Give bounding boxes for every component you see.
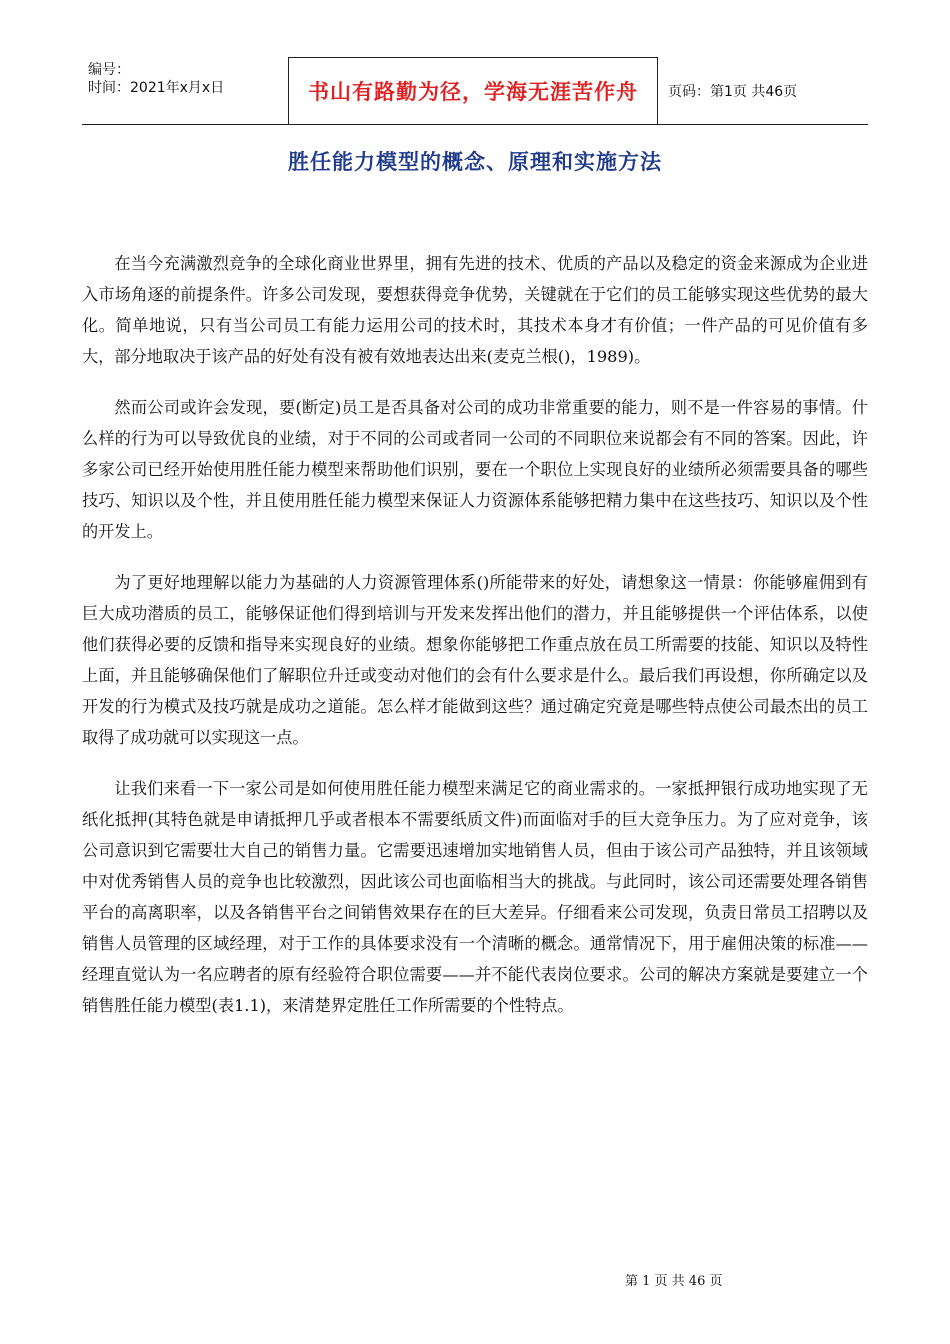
- header-meta-cell: [82, 58, 289, 125]
- body-paragraph: 让我们来看一下一家公司是如何使用胜任能力模型来满足它的商业需求的。一家抵押银行成功地实现了无纸化抵押(其特色就是申请抵押几乎或者根本不需要纸质文件)而面临对手的巨大竞争压力。为了应对竞争，该公司意识到它需要壮大自己的销售力量。它需要迅速增加实地销售人员，但由于该公司产品独特，并且该领域中对优秀销售人员的竞争也比较激烈，因此该公司也面临相当大的挑战。与此同时，该公司还需要处理各销售平台的高离职率，以及各销售平台之间销售效果存在的巨大差异。仔细看来公司发现，负责日常员工招聘以及销售人员管理的区域经理，对于工作的具体要求没有一个清晰的概念。通常情况下，用于雇佣决策的标准——经理直觉认为一名应聘者的原有经验符合职位需要——并不能代表岗位要求。公司的解决方案就是要建立一个销售胜任能力模型(表1.1)，来清楚界定胜任工作所需要的个性特点。: [82, 779, 868, 1015]
- document-number-label: 编号：: [88, 61, 130, 78]
- document-title: 胜任能力模型的概念、原理和实施方法: [288, 150, 662, 174]
- document-date-label: 时间：2021年x月x日: [88, 79, 225, 96]
- body-paragraph: 然而公司或许会发现，要(断定)员工是否具备对公司的成功非常重要的能力，则不是一件容易的事情。什么样的行为可以导致优良的业绩，对于不同的公司或者同一公司的不同职位来说都会有不同的答案。因此，许多家公司已经开始使用胜任能力模型来帮助他们识别，要在一个职位上实现良好的业绩所必须需要具备的哪些技巧、知识以及个性，并且使用胜任能力模型来保证人力资源体系能够把精力集中在这些技巧、知识以及个性的开发上。: [82, 398, 868, 541]
- body-paragraph: 为了更好地理解以能力为基础的人力资源管理体系()所能带来的好处，请想象这一情景：你能够雇佣到有巨大成功潜质的员工，能够保证他们得到培训与开发来发挥出他们的潜力，并且能够提供一个评估体系，以使他们获得必要的反馈和指导来实现良好的业绩。想象你能够把工作重点放在员工所需要的技能、知识以及特性上面，并且能够确保他们了解职位升迁或变动对他们的会有什么要求是什么。最后我们再设想，你所确定以及开发的行为模式及技巧就是成功之道能。怎么样才能做到这些？通过确定究竟是哪些特点使公司最杰出的员工取得了成功就可以实现这一点。: [82, 573, 868, 747]
- header-page-cell: [658, 58, 869, 125]
- page-footer: 第 1 页 共 46 页: [625, 1274, 723, 1289]
- header-motto-cell: [289, 58, 658, 125]
- motto-text: 书山有路勤为径，学海无涯苦作舟: [308, 80, 638, 104]
- body-paragraph: 在当今充满激烈竞争的全球化商业世界里，拥有先进的技术、优质的产品以及稳定的资金来源成为企业进入市场角逐的前提条件。许多公司发现，要想获得竞争优势，关键就在于它们的员工能够实现这些优势的最大化。简单地说，只有当公司员工有能力运用公司的技术时，其技术本身才有价值；一件产品的可见价值有多大，部分地取决于该产品的好处有没有被有效地表达出来(麦克兰根()，1989)。: [82, 254, 868, 366]
- document-body: [82, 248, 868, 1041]
- document-header: [82, 57, 868, 125]
- page-count-label: 页码：第1页 共46页: [668, 83, 798, 100]
